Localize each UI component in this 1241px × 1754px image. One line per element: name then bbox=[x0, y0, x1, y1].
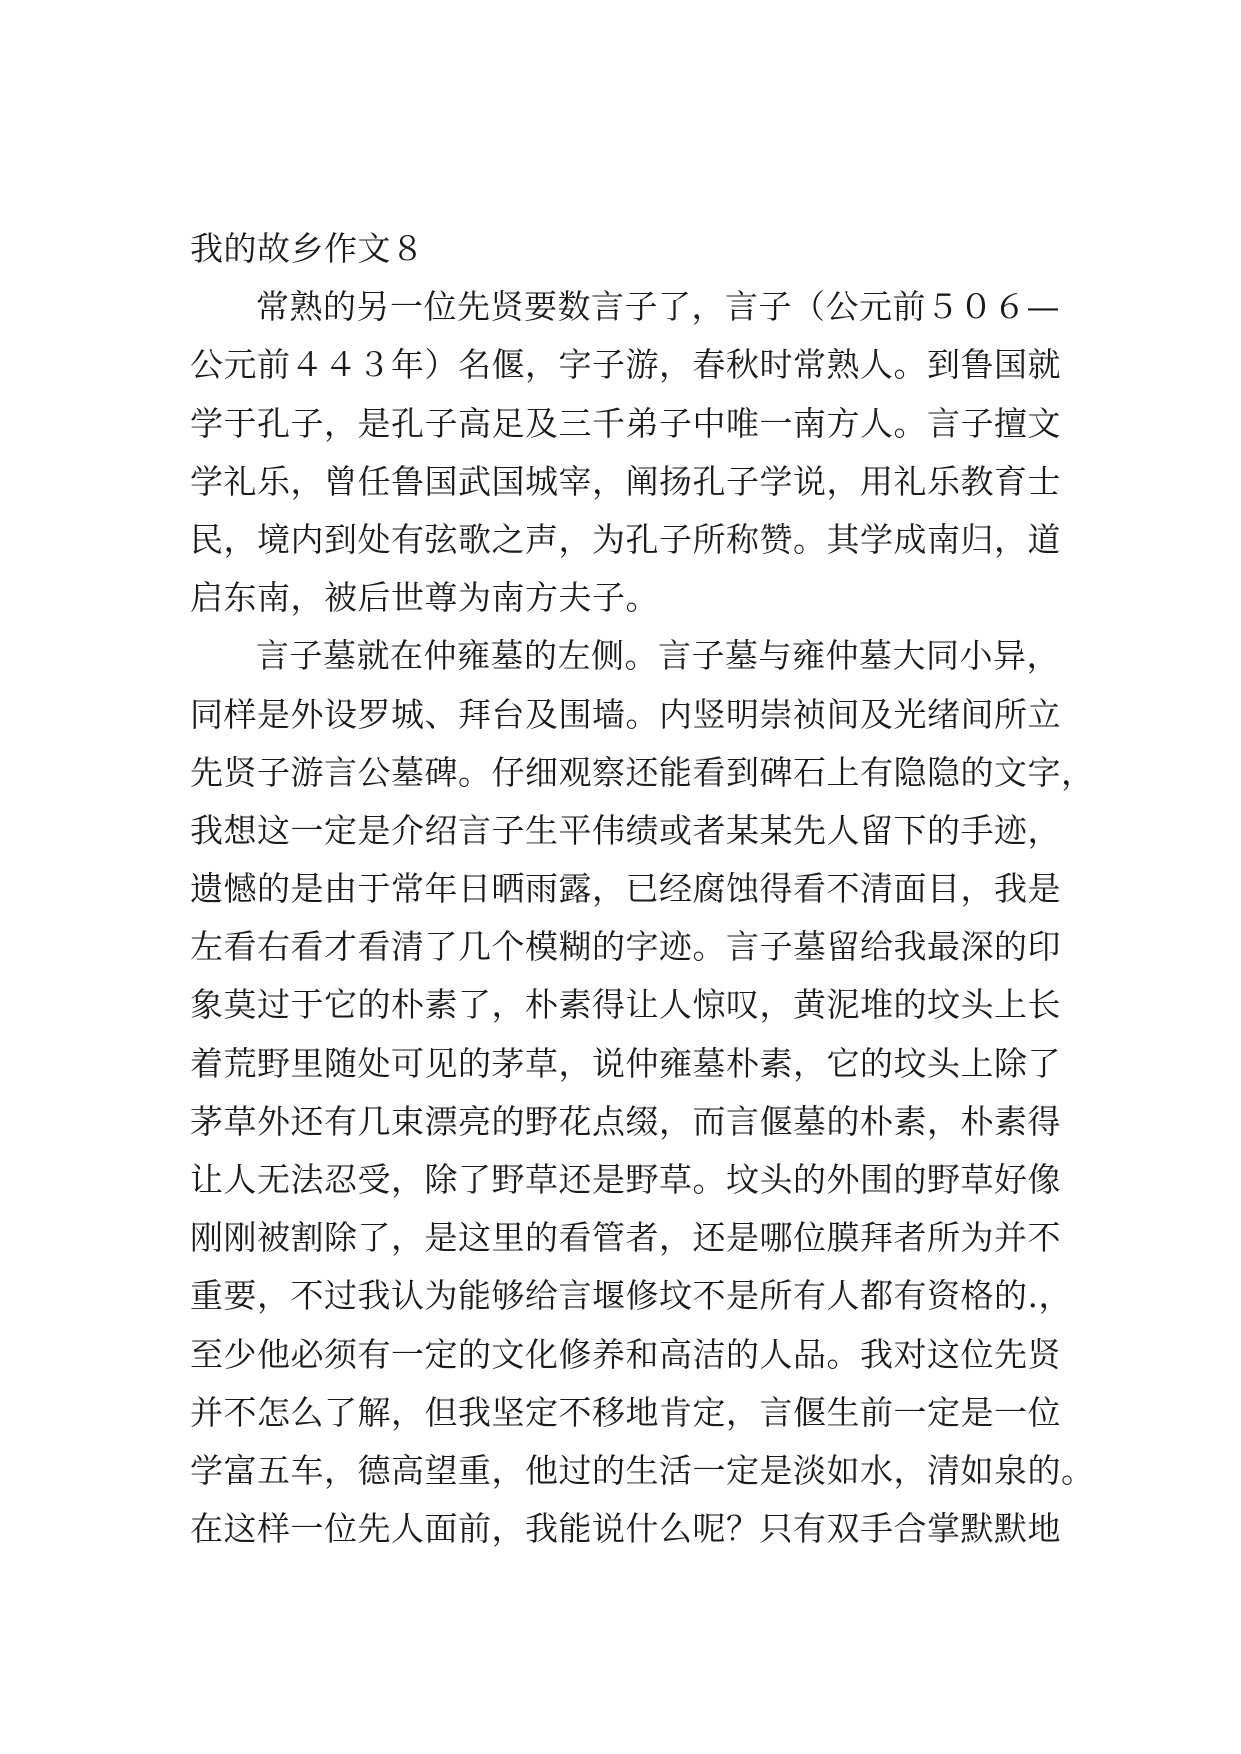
paragraph-line: 常熟的另一位先贤要数言子了，言子（公元前５０６— bbox=[256, 287, 1060, 327]
paragraph-line: 民，境内到处有弦歌之声，为孔子所称赞。其学成南归，道 bbox=[190, 519, 1061, 559]
paragraph-line: 学于孔子，是孔子高足及三千弟子中唯一南方人。言子擅文 bbox=[190, 403, 1061, 443]
paragraph-line: 在这样一位先人面前，我能说什么呢？只有双手合掌默默地 bbox=[190, 1509, 1061, 1549]
paragraph-line: 并不怎么了解，但我坚定不移地肯定，言偃生前一定是一位 bbox=[190, 1392, 1061, 1432]
paragraph-line: 遗憾的是由于常年日晒雨露，已经腐蚀得看不清面目，我是 bbox=[190, 869, 1061, 909]
paragraph-line: 言子墓就在仲雍墓的左侧。言子墓与雍仲墓大同小异， bbox=[256, 636, 1060, 676]
paragraph-line: 刚刚被割除了，是这里的看管者，还是哪位膜拜者所为并不 bbox=[190, 1218, 1061, 1258]
paragraph-line: 启东南，被后世尊为南方夫子。 bbox=[190, 578, 659, 618]
paragraph-line: 学富五车，德高望重，他过的生活一定是淡如水，清如泉的。 bbox=[190, 1450, 1095, 1490]
paragraph-line: 着荒野里随处可见的茅草，说仲雍墓朴素，它的坟头上除了 bbox=[190, 1043, 1061, 1083]
paragraph-line: 公元前４４３年）名偃，字子游，春秋时常熟人。到鲁国就 bbox=[190, 345, 1061, 385]
paragraph-1 bbox=[190, 278, 1070, 627]
paragraph-line: 我想这一定是介绍言子生平伟绩或者某某先人留下的手迹， bbox=[190, 810, 1061, 850]
paragraph-line: 先贤子游言公墓碑。仔细观察还能看到碑石上有隐隐的文字， bbox=[190, 752, 1095, 792]
paragraph-line: 象莫过于它的朴素了，朴素得让人惊叹，黄泥堆的坟头上长 bbox=[190, 985, 1061, 1025]
paragraph-line: 重要，不过我认为能够给言堰修坟不是所有人都有资格的.， bbox=[190, 1276, 1072, 1316]
paragraph-line: 同样是外设罗城、拜台及围墙。内竖明崇祯间及光绪间所立 bbox=[190, 694, 1061, 734]
paragraph-line: 让人无法忍受，除了野草还是野草。坟头的外围的野草好像 bbox=[190, 1160, 1061, 1199]
paragraph-line: 茅草外还有几束漂亮的野花点缀，而言偃墓的朴素，朴素得 bbox=[190, 1101, 1061, 1141]
paragraph-line: 学礼乐，曾任鲁国武国城宰，阐扬孔子学说，用礼乐教育士 bbox=[190, 461, 1061, 501]
paragraph-line: 至少他必须有一定的文化修养和高洁的人品。我对这位先贤 bbox=[190, 1334, 1061, 1374]
document-title: 我的故乡作文８ bbox=[190, 229, 425, 268]
paragraph-line: 左看右看才看清了几个模糊的字迹。言子墓留给我最深的印 bbox=[190, 927, 1061, 967]
document-body bbox=[190, 220, 1095, 1558]
paragraph-2 bbox=[190, 627, 1095, 1558]
